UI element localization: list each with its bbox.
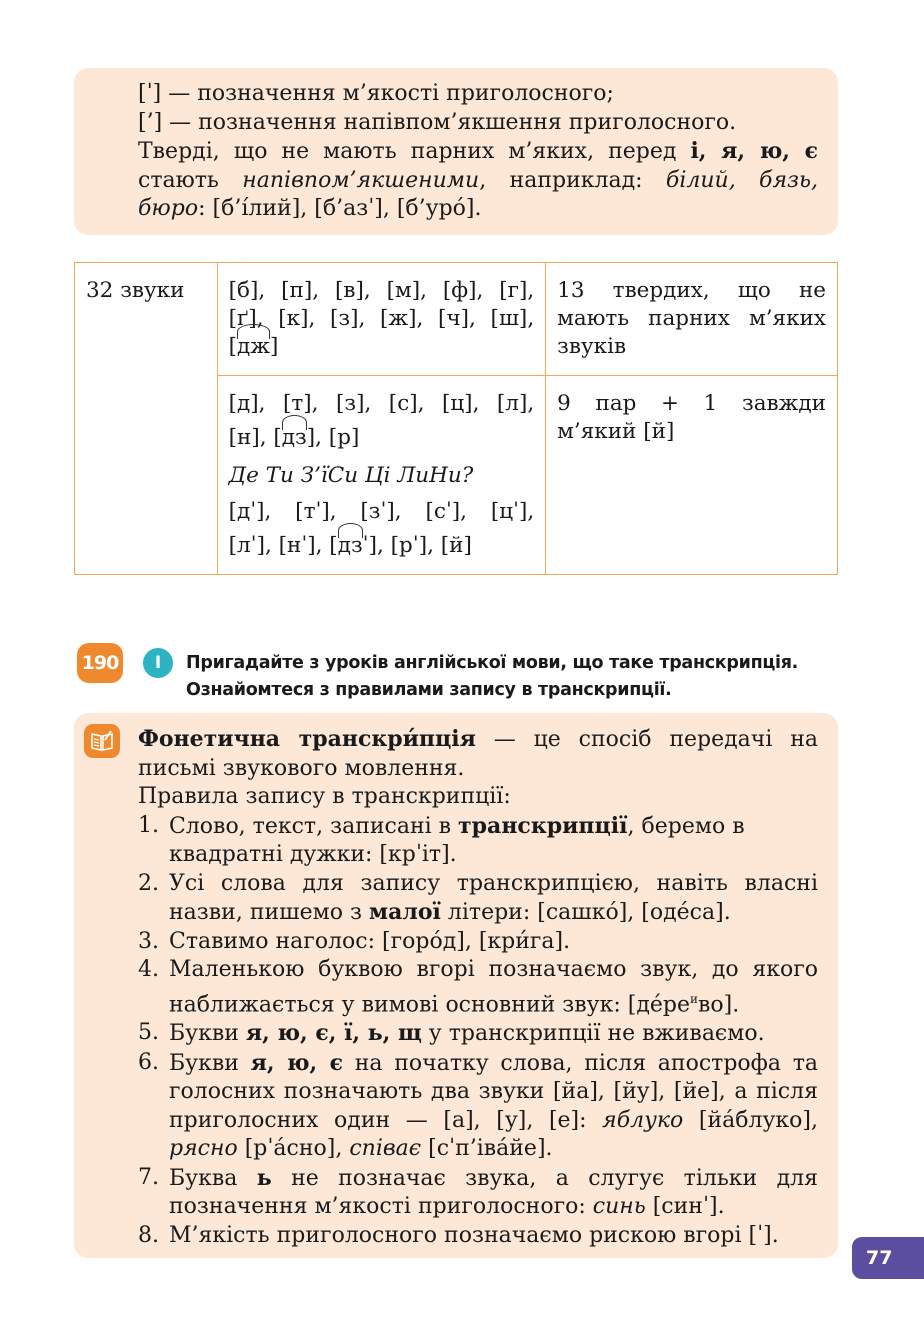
transcription-examples-line: бюро: [б’íлий], [б’азˈ], [б’урó]. <box>138 196 482 221</box>
page-number: 77 <box>852 1237 924 1279</box>
info-box-text <box>138 80 818 224</box>
task-instruction: Пригадайте з уроків англійської мови, що таке транскрипція. Ознайомтеся з правилами запису в транскрипції. <box>186 653 799 700</box>
list-item: 3. Ставимо наголос: [горóд], [кри́га]. <box>138 928 571 954</box>
list-item: 5. Букви я, ю, є, ї, ь, щ у транскрипції не вживаємо. <box>138 1020 765 1047</box>
total-sounds-cell: 32 звуки <box>75 263 218 575</box>
book-icon <box>84 724 120 758</box>
list-item: 8. М’якість приголосного позначаємо рискою вгорі [ˈ]. <box>138 1222 779 1248</box>
example-line: стають напівпом’якшеними, наприклад: білий, бязь, <box>138 167 819 193</box>
info-box-softness <box>74 68 838 235</box>
list-item: 1. Слово, текст, записані в транскрипції, беремо в квадратні дужки: [крˈіт]. <box>138 812 745 867</box>
affricate-arc: дз <box>337 533 363 558</box>
list-item: 2. Усі слова для запису транскрипцією, навіть власні назви, пишемо з малої літери: [сашкó], [одéса]. <box>138 870 818 925</box>
exercise-number-badge: 190 <box>77 643 123 683</box>
hard-consonants-line: Тверді, що не мають парних м’яких, перед і, я, ю, є <box>138 138 818 164</box>
rules-box <box>74 713 838 1258</box>
paired-consonants-cell: [д], [т], [з], [с], [ц], [л], [н], [дз], [р] Де Ти З’їСи Ці ЛиНи? [дˈ], [тˈ], [зˈ], [сˈ], [цˈ], [лˈ], [нˈ], [дзˈ], [рˈ], [й] <box>217 376 546 575</box>
table-row <box>75 263 838 376</box>
rules-text <box>138 725 818 1250</box>
softness-mark-line: [ˈ] — позначення м’якості приголосного; <box>138 81 614 106</box>
hard-description-cell: 13 твердих, що не мають парних м’яких звуків <box>546 263 838 376</box>
definition: Фонетична транскри́пція — це спосіб передачі на письмі звукового мовлення. <box>138 726 818 781</box>
list-item: 6. Букви я, ю, є на початку слова, після апострофа та голосних позначають два звуки [йа], [йу], [йе], а після приголосних один — [а], [у], [е]: яблуко [йáблуко], рясно [рˈáсно], співає [сˈп’івáйе]. <box>138 1049 819 1162</box>
list-item: 4. Маленькою буквою вгорі позначаємо звук, до якого наближається у вимові основний звук: [дéре$^и$во]. <box>138 957 818 1017</box>
list-item: 7. Буква ь не позначає звука, а слугує тільки для позначення м’якості приголосного: синь [синˈ]. <box>138 1164 818 1220</box>
mnemonic-phrase: Де Ти З’їСи Ці ЛиНи? <box>228 463 474 488</box>
paired-description-cell: 9 пар + 1 завжди м’який [й] <box>546 376 838 575</box>
half-soft-mark-line: [’] — позначення напівпом’якшення приголосного. <box>138 109 737 135</box>
affricate-arc: дз <box>281 425 307 450</box>
level-icon: І <box>143 648 173 678</box>
rules-heading: Правила запису в транскрипції: <box>138 784 511 809</box>
consonants-table <box>74 262 838 575</box>
hard-consonants-cell: [б], [п], [в], [м], [ф], [г], [ґ], [к], [з], [ж], [ч], [ш], [дж] <box>217 263 546 376</box>
affricate-arc: дж <box>237 334 271 359</box>
